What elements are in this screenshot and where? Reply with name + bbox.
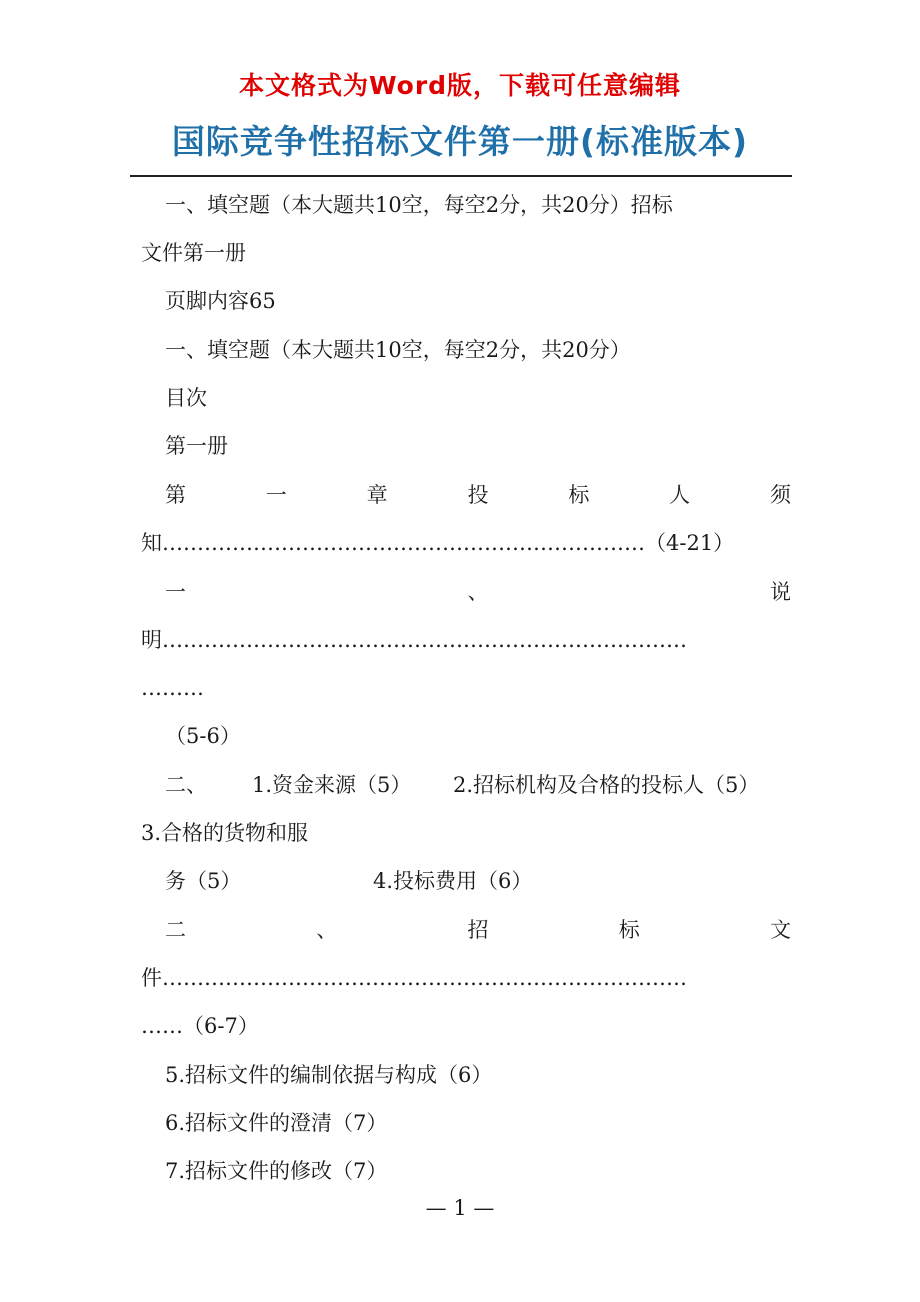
toc-chapter-1-heading — [165, 480, 791, 510]
toc-char: 知 — [141, 531, 162, 555]
toc-char: 人 — [669, 483, 691, 507]
toc-item: 务（5） — [165, 869, 242, 893]
toc-page-range: （5-6） — [165, 724, 241, 748]
toc-item-label: 二、 — [165, 773, 207, 797]
document-title: 国际竞争性招标文件第一册(标准版本) — [171, 122, 749, 161]
text-line-3: 页脚内容65 — [165, 289, 276, 313]
toc-item: 2.招标机构及合格的投标人（5） — [453, 773, 760, 797]
toc-section-2-heading — [165, 915, 791, 945]
toc-char: 章 — [366, 483, 388, 507]
text-line-5: 目次 — [165, 386, 207, 410]
page-number: — 1 — — [425, 1196, 495, 1220]
toc-char: 须 — [769, 483, 791, 507]
toc-section-2-leader — [141, 963, 791, 993]
toc-item-6: 6.招标文件的澄清（7） — [165, 1111, 388, 1135]
toc-char: 一 — [165, 580, 186, 604]
toc-section-2-leader-cont — [141, 1011, 791, 1041]
toc-item: 1.资金来源（5） — [252, 773, 412, 797]
text-line-1-text: 一、填空题（本大题共10空，每空2分，共20分）招标 — [165, 193, 673, 217]
banner-notice: 本文格式为Word版，下载可任意编辑 — [238, 71, 682, 100]
toc-char: 招 — [467, 918, 489, 942]
toc-char: 件 — [141, 966, 162, 990]
title-underline — [130, 175, 792, 177]
text-line-4: 一、填空题（本大题共10空，每空2分，共20分） — [165, 338, 631, 362]
toc-char: 第 — [165, 483, 186, 507]
toc-char: 、 — [467, 580, 489, 604]
toc-items-row-3 — [165, 866, 791, 896]
toc-page-range: （6-7） — [183, 1014, 259, 1038]
text-line-6: 第一册 — [165, 434, 228, 458]
toc-char: 说 — [770, 580, 791, 604]
toc-item-5: 5.招标文件的编制依据与构成（6） — [165, 1063, 493, 1087]
toc-section-1-heading — [165, 577, 791, 607]
toc-item: 4.投标费用（6） — [373, 869, 533, 893]
toc-char: 、 — [316, 918, 338, 942]
toc-section-1-leader-cont: ……… — [141, 676, 204, 700]
toc-char: 一 — [265, 483, 287, 507]
toc-page-range: （4-21） — [645, 531, 735, 555]
toc-items-row-1 — [165, 770, 792, 800]
toc-char: 二 — [165, 918, 186, 942]
dot-leader: …………………………………………………………… — [162, 531, 645, 555]
toc-item-7: 7.招标文件的修改（7） — [165, 1159, 388, 1183]
text-line-1 — [141, 190, 791, 220]
toc-char: 明 — [141, 628, 162, 652]
toc-chapter-1-leader — [141, 528, 791, 558]
toc-items-row-2: 3.合格的货物和服 — [141, 821, 309, 845]
toc-char: 标 — [618, 918, 640, 942]
dot-leader: ………………………………………………………………… — [162, 966, 687, 990]
toc-char: 投 — [467, 483, 489, 507]
toc-char: 标 — [568, 483, 590, 507]
toc-char: 文 — [770, 918, 791, 942]
dot-leader: ………………………………………………………………… — [162, 628, 687, 652]
text-line-2: 文件第一册 — [141, 241, 246, 265]
toc-section-1-leader — [141, 625, 791, 655]
dot-leader: …… — [141, 1014, 183, 1038]
